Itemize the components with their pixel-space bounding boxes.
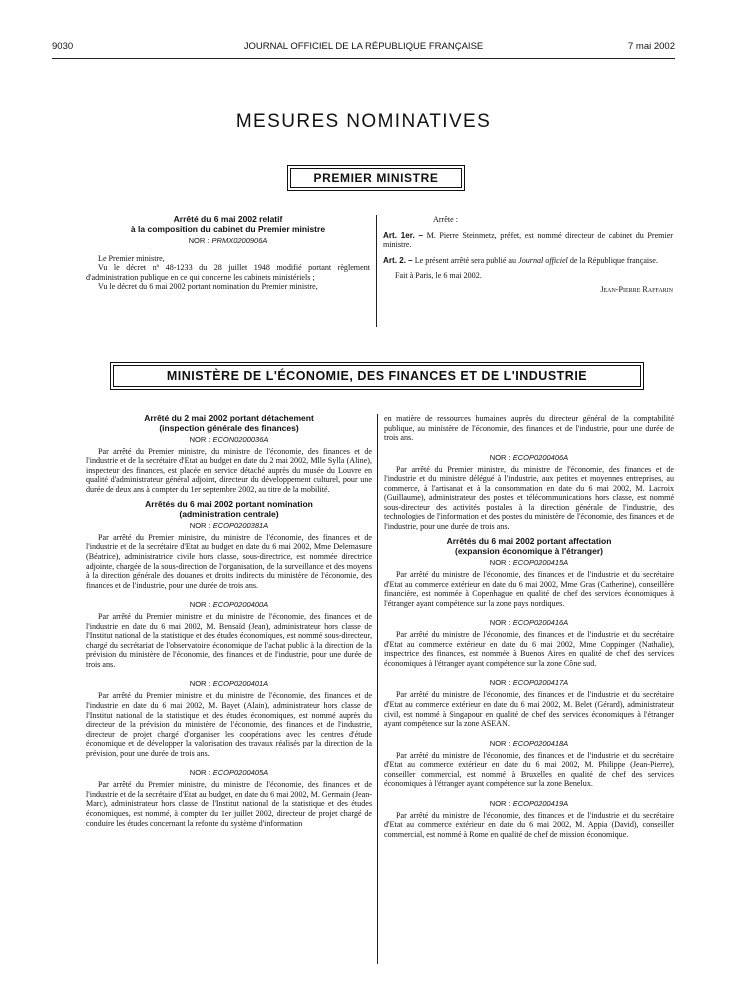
issue-date: 7 mai 2002 <box>627 41 675 52</box>
decree-paragraph: Par arrêté du Premier ministre, du ministre de l'économie, des finances et de l'industrie et du ministre délégué à l'industrie, aux petites et moyennes entreprises, au commerce, à l'artisanat et à la consommation en date du 6 mai 2002, M. Lacroix (Guillaume), administrateur des postes et télécommunications hors classe, est nommé sous-directeur des activités postales à la direction générale de l'industrie, des technologies de l'information et des postes du ministère de l'économie, des finances et de l'industrie, pour une durée de trois ans. <box>384 464 674 531</box>
nor-reference: NOR : ECOP0200418A <box>489 738 569 748</box>
nor-reference: NOR : ECOP0200416A <box>489 618 569 628</box>
decree-heading-sub: (expansion économique à l'étranger) <box>455 546 603 557</box>
decree-paragraph: Par arrêté du Premier ministre et du ministre de l'économie, des finances et de l'industrie en date du 6 mai 2002, M. Bensaïd (Jean), administrateur hors classe de l'Institut national de la statistique et des études économiques, est nommé sous-directeur, chargé du secrétariat de l'observatoire économique de l'achat public à la direction de la prévision du ministère de l'économie, des finances et de l'industrie, pour une durée de trois ans. <box>86 612 372 669</box>
section-title-inner-border <box>113 365 641 387</box>
decree-heading-sub: (inspection générale des finances) <box>159 422 299 433</box>
decree-heading-sub: à la composition du cabinet du Premier ministre <box>130 223 326 234</box>
decree-paragraph: Par arrêté du ministre de l'économie, des finances et de l'industrie et du secrétaire d'Etat au commerce extérieur en date du 6 mai 2002, Mme Gras (Catherine), conseillère financière, est nommée à Copenhague en qualité de chef des services économiques à l'étranger ayant compétence sur la zone pays nordiques. <box>384 570 674 608</box>
nor-reference: NOR : ECOP0200405A <box>189 768 269 778</box>
nor-reference: NOR : PRMX0200906A <box>188 235 268 245</box>
journal-title: JOURNAL OFFICIEL DE LA RÉPUBLIQUE FRANÇAISE <box>243 41 484 52</box>
nor-reference: NOR : ECOP0200400A <box>189 600 269 610</box>
decree-heading: Arrêtés du 6 mai 2002 portant affectation <box>446 536 612 547</box>
section1-left-column <box>86 215 370 292</box>
nor-reference: NOR : ECOP0200417A <box>489 678 569 688</box>
decree-paragraph: Par arrêté du Premier ministre, du ministre de l'économie, des finances et de l'industrie et de la secrétaire d'Etat au budget en date du 6 mai 2002, Mme Delemasure (Béatrice), administratrice civile hors classe, sous-directrice, est nommée directrice adjointe, chargée de la sous-direction de l'organisation, de la surveillance et des moyens à la direction générale des douanes et droits indirects du ministère de l'économie, des finances et de l'industrie, pour une durée de trois ans. <box>86 532 372 590</box>
section2-left-column <box>86 414 372 828</box>
decree-paragraph: Par arrêté du Premier ministre, du ministre de l'économie, des finances et de l'industrie et de la secrétaire d'Etat au budget, en date du 6 mai 2002, M. Germain (Jean-Marc), administrateur hors classe de l'Institut national de la statistique et des études économiques, est nommé, à compter du 1er juillet 2002, directeur de projet chargé de conduire les études concernant la refonte du système d'information <box>86 780 372 828</box>
article-1: Art. 1er. – M. Pierre Steinmetz, préfet, est nommé directeur de cabinet du Premier ministre. <box>383 230 673 250</box>
decree-heading: Arrêté du 6 mai 2002 relatif <box>173 214 283 224</box>
section-title-inner-border <box>290 168 462 188</box>
decree-paragraph: Par arrêté du ministre de l'économie, des finances et de l'industrie et du secrétaire d'Etat au commerce extérieur en date du 6 mai 2002, M. Belet (Gérard), administrateur civil, est nommé à Singapour en qualité de chef des services économiques à l'étranger ayant compétence sur la zone ASEAN. <box>384 690 674 729</box>
nor-reference: NOR : ECOP0200419A <box>489 798 569 808</box>
done-at: Fait à Paris, le 6 mai 2002. <box>395 271 482 281</box>
nor-reference: NOR : ECOP0200381A <box>189 520 269 530</box>
nor-reference: NOR : ECON0200036A <box>189 434 269 444</box>
decree-paragraph: Par arrêté du Premier ministre et du ministre de l'économie, des finances et de l'industrie en date du 6 mai 2002, M. Bayet (Alain), administrateur hors classe de l'Institut national de la statistique et des études économiques, est nommé auprès du directeur de la prévision du ministère de l'économie, des finances et de l'industrie, directeur de projet chargé d'organiser les coopérations avec les centres d'étude économique et de développer la valorisation des travaux réalisés par la direction de la prévision, pour une durée de trois ans. <box>86 691 372 758</box>
section2-right-column <box>384 414 674 839</box>
decree-paragraph: Vu le décret nº 48-1233 du 28 juillet 1948 modifié portant règlement d'administration publique en ce qui concerne les cabinets ministériels ; <box>86 263 370 282</box>
page-number: 9030 <box>52 41 74 52</box>
page-header <box>52 41 675 55</box>
main-title: MESURES NOMINATIVES <box>235 111 492 132</box>
column-divider <box>376 215 377 327</box>
decree-heading: Arrêté du 2 mai 2002 portant détachement <box>144 413 314 423</box>
section-title-ministere-economie <box>110 362 644 390</box>
section1-right-column <box>383 215 673 294</box>
decree-paragraph: Par arrêté du Premier ministre, du ministre de l'économie, des finances et de l'industrie et de la secrétaire d'Etat au budget en date du 2 mai 2002, Mlle Sylla (Aline), inspecteur des finances, est placée en service détaché auprès du musée du Louvre en qualité d'administrateur général adjoint, directeur du développement culturel, pour une durée de deux ans à compter du 1er septembre 2002, au titre de la mobilité. <box>86 446 372 494</box>
header-rule <box>52 58 675 59</box>
nor-reference: NOR : ECOP0200406A <box>489 452 569 462</box>
section-title-text: MINISTÈRE DE L'ÉCONOMIE, DES FINANCES ET DE L'INDUSTRIE <box>166 369 588 383</box>
decree-paragraph-continued: en matière de ressources humaines auprès du directeur général de la comptabilité publique, au ministère de l'économie, des finances et de l'industrie, pour une durée de trois ans. <box>384 414 674 443</box>
decree-paragraph: Vu le décret du 6 mai 2002 portant nomination du Premier ministre, <box>98 282 318 292</box>
nor-reference: NOR : ECOP0200415A <box>489 558 569 568</box>
nor-code: PRMX0200906A <box>211 235 268 245</box>
decree-heading: Arrêtés du 6 mai 2002 portant nomination <box>145 499 313 510</box>
section-title-text: PREMIER MINISTRE <box>313 171 439 185</box>
nor-reference: NOR : ECOP0200401A <box>189 679 269 689</box>
decree-paragraph: Par arrêté du ministre de l'économie, des finances et de l'industrie et du secrétaire d'Etat au commerce extérieur en date du 6 mai 2002, Mme Coppinger (Nathalie), inspectrice des finances, est nommée à Buenos Aires en qualité de chef des services économiques à l'étranger ayant compétence sur la zone Cône sud. <box>384 630 674 668</box>
decree-heading-sub: (administration centrale) <box>179 509 279 520</box>
section-title-premier-ministre <box>287 165 465 191</box>
arrete-label: Arrête : <box>433 215 458 224</box>
article-2: Art. 2. – Le présent arrêté sera publié au Journal officiel de la République française. <box>383 255 658 265</box>
column-divider <box>377 414 378 964</box>
decree-paragraph: Par arrêté du ministre de l'économie, des finances et de l'industrie et du secrétaire d'Etat au commerce extérieur en date du 6 mai 2002, M. Appia (David), conseiller commercial, est nommé à Rome en qualité de chef de mission économique. <box>384 810 674 839</box>
signature: Jean-Pierre Raffarin <box>600 284 673 294</box>
decree-paragraph: Le Premier ministre, <box>98 253 165 263</box>
decree-paragraph: Par arrêté du ministre de l'économie, des finances et de l'industrie et du secrétaire d'Etat au commerce extérieur en date du 6 mai 2002, M. Philippe (Jean-Pierre), conseiller commercial, est nommé à Bruxelles en qualité de chef des services économiques à l'étranger ayant compétence sur la zone Benelux. <box>384 750 674 789</box>
